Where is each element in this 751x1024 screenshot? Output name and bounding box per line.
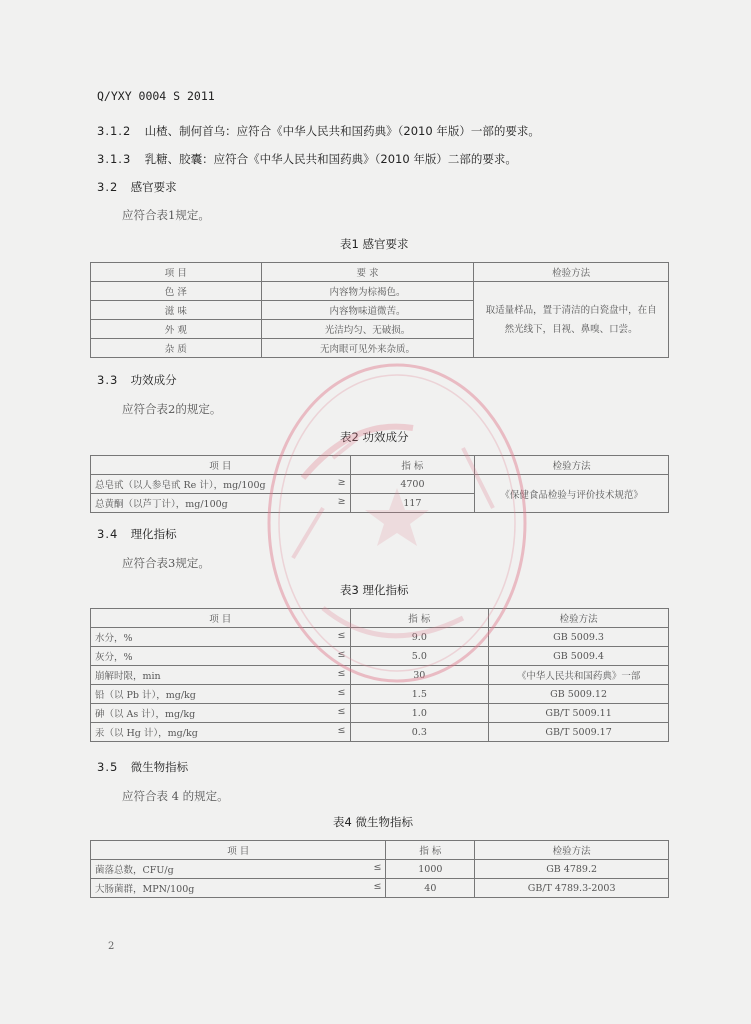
comparator: ≤ bbox=[373, 881, 382, 892]
row-value: 0.3 bbox=[350, 723, 489, 742]
row-value: 1.5 bbox=[350, 685, 489, 704]
table-row bbox=[91, 475, 669, 494]
comparator: ≤ bbox=[337, 706, 346, 717]
row-item: 外 观 bbox=[91, 320, 262, 339]
table4-microbial bbox=[90, 840, 669, 898]
table-row bbox=[91, 282, 669, 301]
clause-3-1-3 bbox=[97, 151, 517, 167]
table2-caption: 表2 功效成分 bbox=[340, 430, 409, 444]
row-method: GB 5009.12 bbox=[489, 685, 669, 704]
table-header-row bbox=[91, 841, 669, 860]
comparator: ≥ bbox=[337, 496, 346, 507]
section-number: 3.3 bbox=[97, 373, 119, 387]
table-row bbox=[91, 685, 669, 704]
header-method: 检验方法 bbox=[475, 456, 669, 475]
table-header-row bbox=[91, 263, 669, 282]
table-row bbox=[91, 860, 669, 879]
header-method: 检验方法 bbox=[489, 609, 669, 628]
row-item bbox=[91, 704, 351, 723]
header-index: 指 标 bbox=[350, 609, 489, 628]
comparator: ≥ bbox=[337, 477, 346, 488]
section-3-3-heading bbox=[97, 372, 177, 388]
row-item bbox=[91, 475, 351, 494]
section-3-3-intro: 应符合表2的规定。 bbox=[122, 402, 222, 416]
row-method: GB/T 5009.17 bbox=[489, 723, 669, 742]
row-value: 9.0 bbox=[350, 628, 489, 647]
item-text: 总黄酮（以芦丁计），mg/100g bbox=[95, 499, 228, 510]
row-method: GB 5009.4 bbox=[489, 647, 669, 666]
comparator: ≤ bbox=[337, 630, 346, 641]
header-item: 项 目 bbox=[91, 263, 262, 282]
header-item: 项 目 bbox=[91, 456, 351, 475]
row-item bbox=[91, 647, 351, 666]
table-row bbox=[91, 666, 669, 685]
table-row bbox=[91, 879, 669, 898]
row-method: GB/T 5009.11 bbox=[489, 704, 669, 723]
row-requirement: 内容物味道微苦。 bbox=[261, 301, 474, 320]
row-value: 4700 bbox=[350, 475, 475, 494]
section-title: 微生物指标 bbox=[130, 760, 189, 774]
item-text: 水分，% bbox=[95, 633, 133, 644]
header-index: 指 标 bbox=[386, 841, 475, 860]
clause-number: 3.1.2 bbox=[97, 124, 132, 138]
section-number: 3.4 bbox=[97, 527, 119, 541]
table1-sensory bbox=[90, 262, 669, 358]
row-method: GB 4789.2 bbox=[475, 860, 669, 879]
header-index: 指 标 bbox=[350, 456, 475, 475]
clause-number: 3.1.3 bbox=[97, 152, 132, 166]
document-code: Q/YXY 0004 S 2011 bbox=[97, 89, 215, 103]
table-row bbox=[91, 628, 669, 647]
row-item: 滋 味 bbox=[91, 301, 262, 320]
table-row bbox=[91, 723, 669, 742]
table3-caption: 表3 理化指标 bbox=[340, 583, 409, 597]
row-value: 5.0 bbox=[350, 647, 489, 666]
section-title: 感官要求 bbox=[130, 180, 177, 194]
header-method: 检验方法 bbox=[475, 841, 669, 860]
item-text: 崩解时限，min bbox=[95, 671, 161, 682]
clause-3-1-2 bbox=[97, 123, 540, 139]
section-3-4-heading bbox=[97, 526, 177, 542]
row-method: 《中华人民共和国药典》一部 bbox=[489, 666, 669, 685]
row-item bbox=[91, 879, 386, 898]
row-requirement: 内容物为棕褐色。 bbox=[261, 282, 474, 301]
section-number: 3.5 bbox=[97, 760, 119, 774]
item-text: 砷（以 As 计），mg/kg bbox=[95, 709, 196, 720]
comparator: ≤ bbox=[337, 725, 346, 736]
comparator: ≤ bbox=[373, 862, 382, 873]
header-method: 检验方法 bbox=[474, 263, 669, 282]
row-value: 1000 bbox=[386, 860, 475, 879]
row-item bbox=[91, 494, 351, 513]
clause-text: 乳糖、胶囊：应符合《中华人民共和国药典》（2010 年版）二部的要求。 bbox=[144, 152, 517, 166]
table-header-row bbox=[91, 609, 669, 628]
table4-caption: 表4 微生物指标 bbox=[333, 815, 413, 829]
row-item bbox=[91, 860, 386, 879]
item-text: 大肠菌群，MPN/100g bbox=[95, 884, 195, 895]
section-title: 功效成分 bbox=[130, 373, 177, 387]
section-3-5-intro: 应符合表 4 的规定。 bbox=[122, 789, 229, 803]
page-number: 2 bbox=[108, 941, 115, 952]
section-3-2-intro: 应符合表1规定。 bbox=[122, 208, 210, 222]
section-3-2-heading bbox=[97, 179, 177, 195]
section-3-4-intro: 应符合表3规定。 bbox=[122, 556, 210, 570]
section-number: 3.2 bbox=[97, 180, 119, 194]
row-item bbox=[91, 723, 351, 742]
row-value: 40 bbox=[386, 879, 475, 898]
row-value: 30 bbox=[350, 666, 489, 685]
table-row bbox=[91, 704, 669, 723]
table1-method: 取适量样品，置于清洁的白瓷盘中，在自然光线下，目视、鼻嗅、口尝。 bbox=[474, 282, 669, 358]
comparator: ≤ bbox=[337, 649, 346, 660]
row-item bbox=[91, 628, 351, 647]
item-text: 菌落总数，CFU/g bbox=[95, 865, 174, 876]
clause-text: 山楂、制何首乌：应符合《中华人民共和国药典》（2010 年版）一部的要求。 bbox=[144, 124, 540, 138]
row-item: 杂 质 bbox=[91, 339, 262, 358]
table3-physicochemical bbox=[90, 608, 669, 742]
table2-functional bbox=[90, 455, 669, 513]
header-item: 项 目 bbox=[91, 841, 386, 860]
section-title: 理化指标 bbox=[130, 527, 177, 541]
table-row bbox=[91, 647, 669, 666]
row-value: 1.0 bbox=[350, 704, 489, 723]
item-text: 总皂甙（以人参皂甙 Re 计），mg/100g bbox=[95, 480, 266, 491]
header-item: 项 目 bbox=[91, 609, 351, 628]
comparator: ≤ bbox=[337, 668, 346, 679]
table2-method: 《保健食品检验与评价技术规范》 bbox=[475, 475, 669, 513]
header-requirement: 要 求 bbox=[261, 263, 474, 282]
row-value: 117 bbox=[350, 494, 475, 513]
row-item bbox=[91, 685, 351, 704]
comparator: ≤ bbox=[337, 687, 346, 698]
item-text: 铅（以 Pb 计），mg/kg bbox=[95, 690, 196, 701]
row-requirement: 无肉眼可见外来杂质。 bbox=[261, 339, 474, 358]
table1-caption: 表1 感官要求 bbox=[340, 237, 409, 251]
section-3-5-heading bbox=[97, 759, 188, 775]
row-requirement: 光洁均匀、无破损。 bbox=[261, 320, 474, 339]
row-item bbox=[91, 666, 351, 685]
item-text: 汞（以 Hg 计），mg/kg bbox=[95, 728, 198, 739]
table-header-row bbox=[91, 456, 669, 475]
row-method: GB/T 4789.3-2003 bbox=[475, 879, 669, 898]
item-text: 灰分，% bbox=[95, 652, 133, 663]
row-method: GB 5009.3 bbox=[489, 628, 669, 647]
row-item: 色 泽 bbox=[91, 282, 262, 301]
